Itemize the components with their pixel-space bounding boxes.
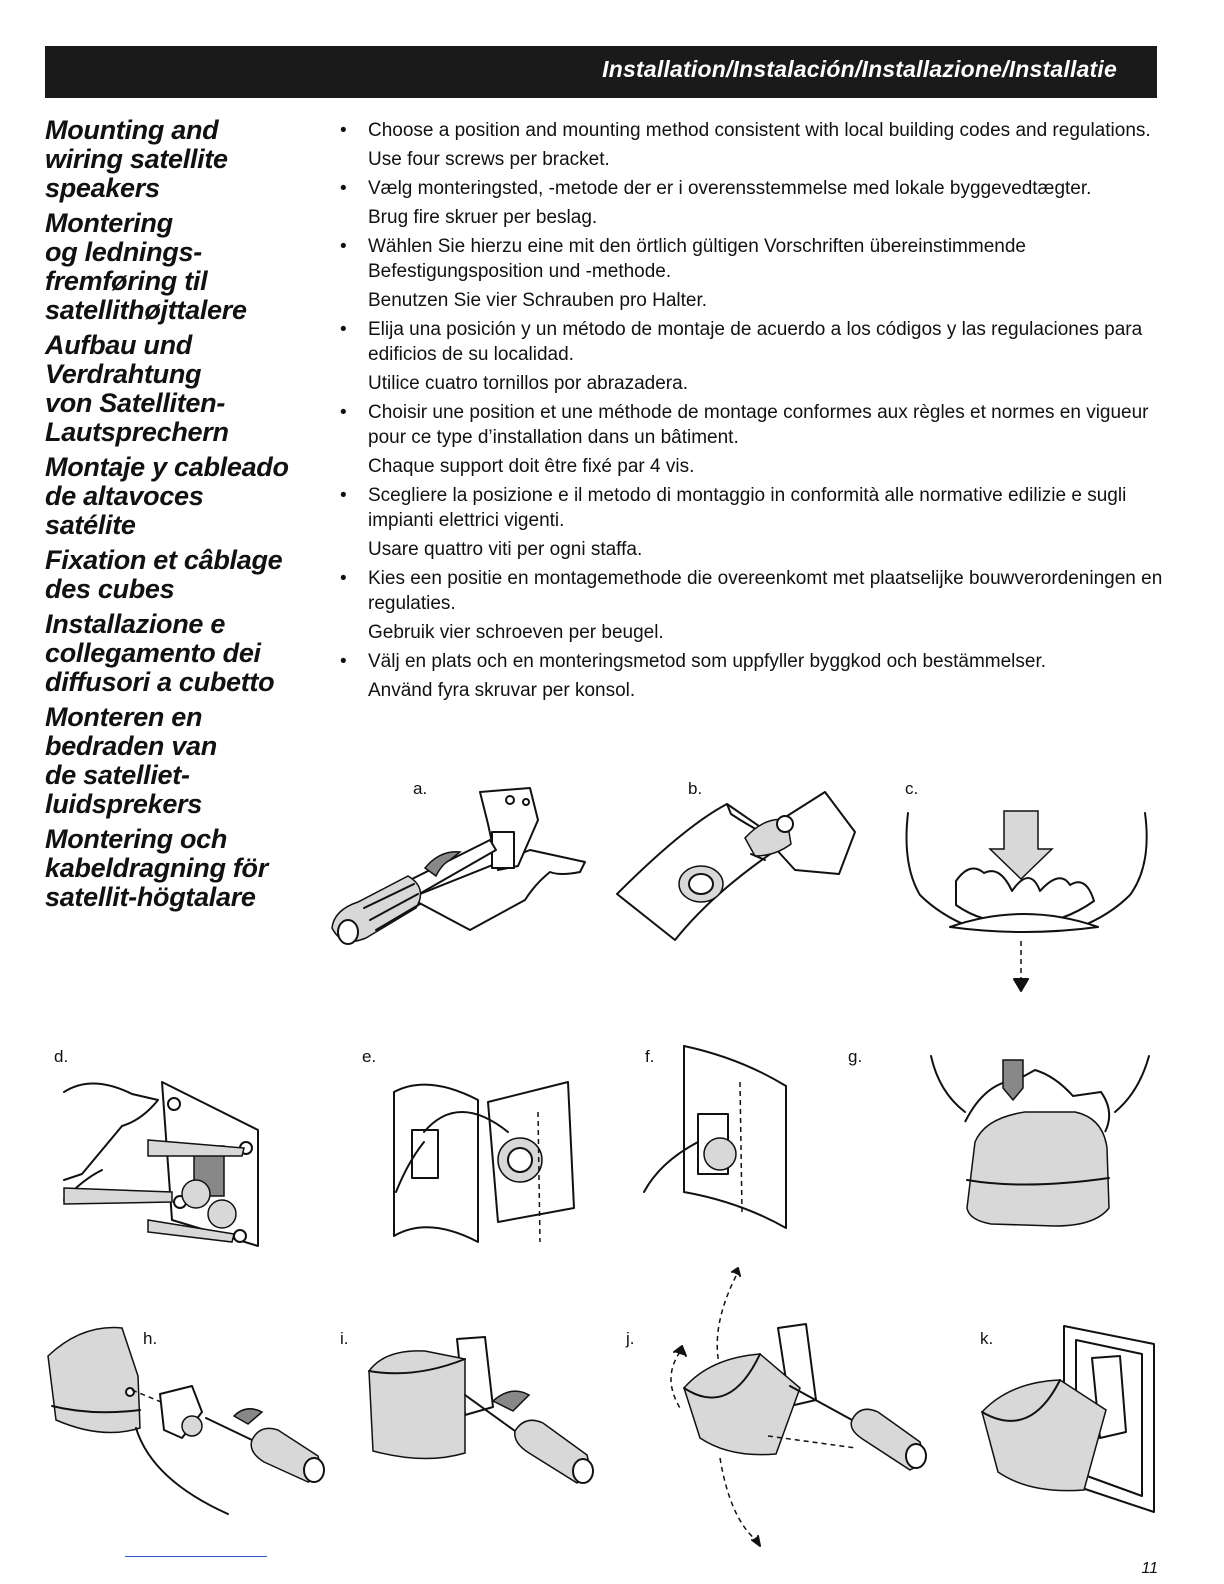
- bullet-dot: •: [340, 485, 347, 506]
- heading-german: Aufbau und Verdrahtung von Satelliten- Lautsprechern: [45, 330, 229, 447]
- instructions-list: [340, 118, 1170, 707]
- figure-label-a: a.: [413, 779, 428, 798]
- figure-label-b: b.: [688, 779, 703, 798]
- illustration-g-hands-cube: [925, 1052, 1155, 1227]
- page-number: 11: [1141, 1560, 1158, 1577]
- instruction-italian: [340, 483, 1170, 533]
- illustration-c-hands-pressing: [900, 805, 1150, 995]
- illustration-b-bracket-cover: [615, 790, 860, 950]
- heading-english: Mounting and wiring satellite speakers: [45, 115, 228, 203]
- instruction-main: Scegliere la posizione e il metodo di montaggio in conformità alle normative edilizie e sugli impianti elettrici vigenti.: [368, 485, 1127, 531]
- heading-spanish: Montaje y cableado de altavoces satélite: [45, 452, 289, 540]
- instruction-spanish: [340, 317, 1170, 367]
- instruction-sub: Använd fyra skruvar per konsol.: [368, 680, 636, 701]
- instruction-sub: Benutzen Sie vier Schrauben pro Halter.: [368, 290, 708, 311]
- heading-danish: Montering og lednings- fremføring til satellithøjttalere: [45, 208, 247, 325]
- instruction-main: Vælg monteringsted, -metode der er i overensstemmelse med lokale byggevedtægter.: [368, 178, 1092, 199]
- instruction-main: Välj en plats och en monteringsmetod som uppfyller byggkod och bestämmelser.: [368, 651, 1047, 672]
- heading-italian: Installazione e collegamento dei diffusori a cubetto: [45, 609, 275, 697]
- bullet-dot: •: [340, 568, 347, 589]
- instruction-main: Choose a position and mounting method consistent with local building codes and regulations.: [368, 120, 1151, 141]
- bullet-dot: •: [340, 651, 347, 672]
- instruction-sub: Gebruik vier schroeven per beugel.: [368, 622, 664, 643]
- figure-label-d: d.: [54, 1047, 69, 1066]
- figure-label-h: h.: [143, 1329, 158, 1348]
- illustration-e-cover-bracket: [378, 1072, 578, 1247]
- bullet-dot: •: [340, 319, 347, 340]
- illustration-f-cover-cable: [640, 1042, 800, 1232]
- instruction-danish: [340, 176, 1170, 201]
- page-title: Installation/Instalación/Installazione/Installatie: [602, 56, 1117, 82]
- instruction-main: Wählen Sie hierzu eine mit den örtlich gültigen Vorschriften übereinstimmende Befestigungsposition und -methode.: [368, 236, 1026, 282]
- instruction-sub: Usare quattro viti per ogni staffa.: [368, 539, 643, 560]
- illustration-k-mounted-cube: [980, 1322, 1160, 1517]
- instruction-main: Kies een positie en montagemethode die overeenkomt met plaatselijke bouwverordeningen en regulaties.: [368, 568, 1163, 614]
- figure-label-i: i.: [340, 1329, 349, 1348]
- instruction-dutch: [340, 566, 1170, 616]
- instruction-sub: Utilice cuatro tornillos por abrazadera.: [368, 373, 688, 394]
- bullet-dot: •: [340, 178, 347, 199]
- instruction-sub: Brug fire skruer per beslag.: [368, 207, 598, 228]
- illustration-a-screwdriver-bracket: [330, 780, 590, 950]
- figure-label-g: g.: [848, 1047, 863, 1066]
- section-headings: [45, 116, 325, 918]
- instruction-sub: Chaque support doit être fixé par 4 vis.: [368, 456, 695, 477]
- illustration-d-screwing-plate: [62, 1070, 262, 1255]
- heading-dutch: Monteren en bedraden van de satelliet- luidsprekers: [45, 702, 217, 819]
- heading-french: Fixation et câblage des cubes: [45, 545, 283, 604]
- illustration-i-cube-screwdriver: [365, 1335, 595, 1495]
- bullet-dot: •: [340, 402, 347, 423]
- instruction-main: Choisir une position et une méthode de montage conformes aux règles et normes en vigueur pour ce type d’installation dans un bâtiment.: [368, 402, 1149, 448]
- illustration-j-rotate-cube: [660, 1268, 930, 1548]
- bullet-dot: •: [340, 120, 347, 141]
- figure-label-c: c.: [905, 779, 919, 798]
- heading-swedish: Montering och kabeldragning för satellit-högtalare: [45, 824, 268, 912]
- instruction-german: [340, 234, 1170, 284]
- figure-label-f: f.: [645, 1047, 655, 1066]
- illustration-h-cube-screwdriver: [42, 1320, 332, 1520]
- header-bar: [45, 46, 1157, 98]
- figure-label-j: j.: [626, 1329, 635, 1348]
- instruction-english: [340, 118, 1170, 143]
- instruction-sub: Use four screws per bracket.: [368, 149, 610, 170]
- instruction-swedish: [340, 649, 1170, 674]
- footer-divider: [125, 1556, 267, 1557]
- bullet-dot: •: [340, 236, 347, 257]
- figure-label-e: e.: [362, 1047, 377, 1066]
- instruction-main: Elija una posición y un método de montaje de acuerdo a los códigos y las regulaciones para edificios de su localidad.: [368, 319, 1143, 365]
- figure-label-k: k.: [980, 1329, 994, 1348]
- instruction-french: [340, 400, 1170, 450]
